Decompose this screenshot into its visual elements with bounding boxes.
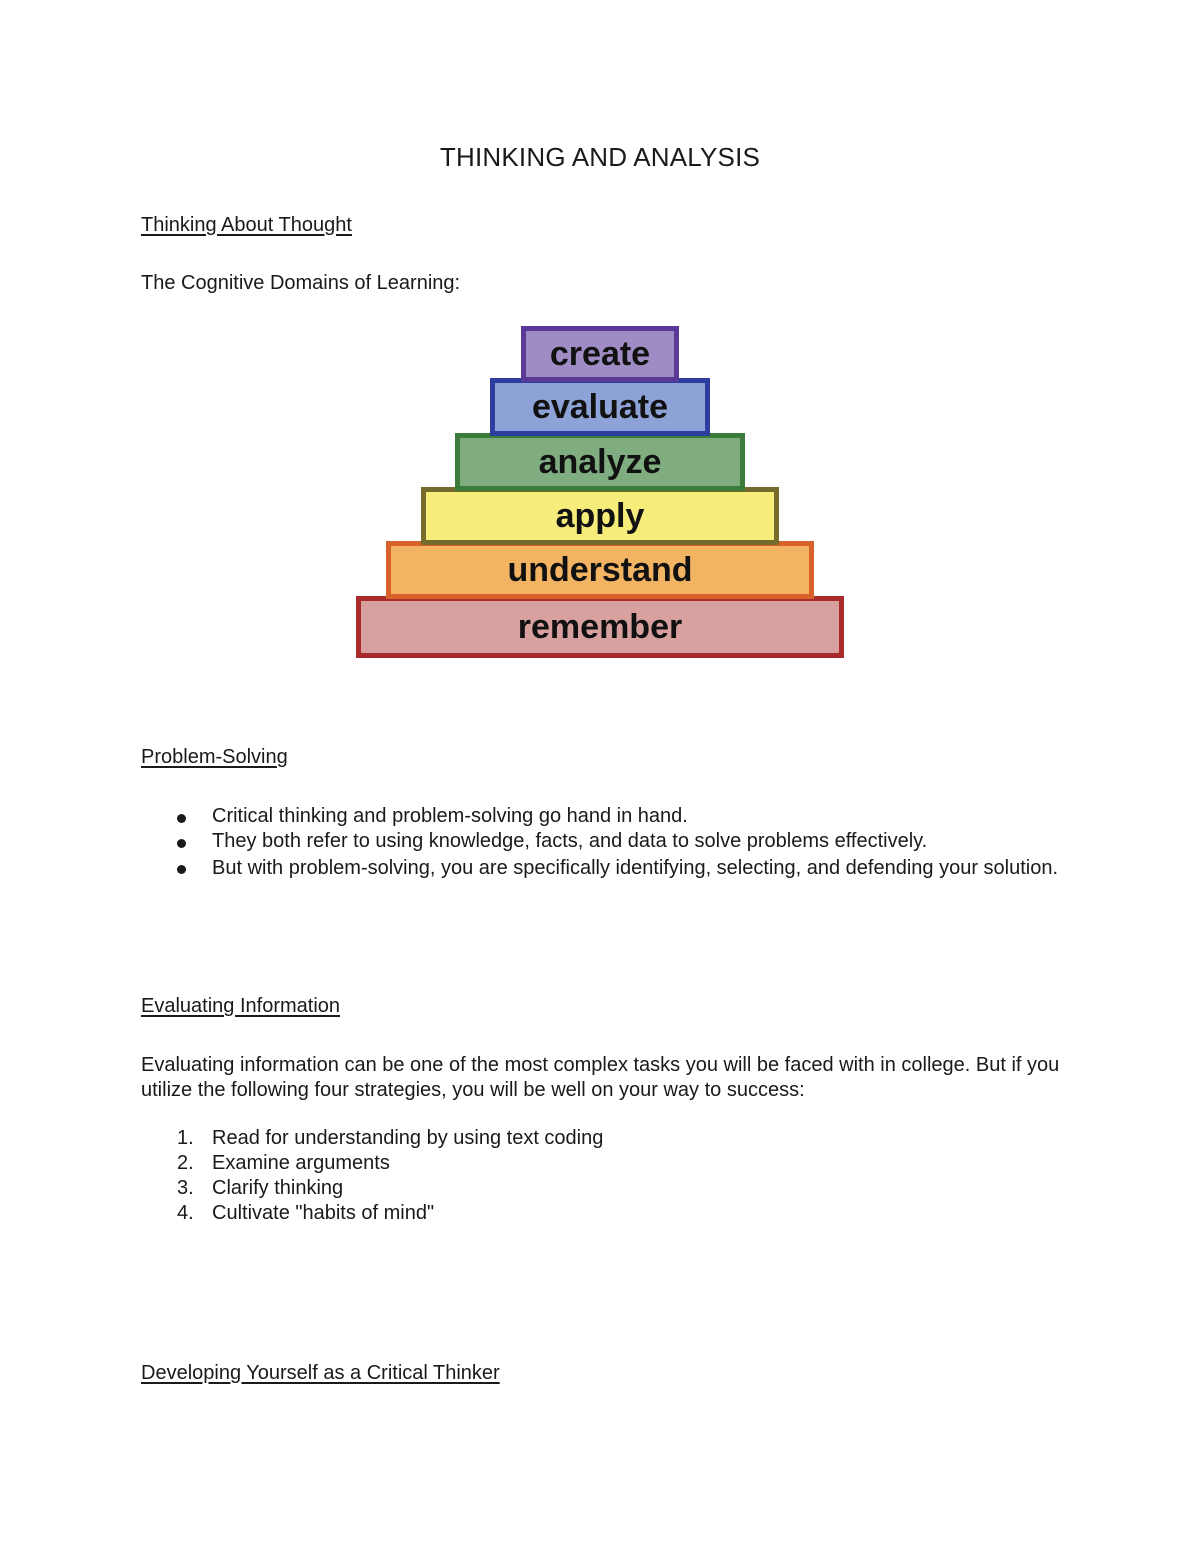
strategies-numbered-list [141, 1126, 1061, 1226]
list-item-text: Read for understanding by using text coding [212, 1127, 604, 1149]
pyramid-tier-create: create [521, 326, 679, 382]
pyramid-tier-evaluate: evaluate [490, 378, 710, 436]
bullet-icon [177, 814, 186, 823]
blooms-taxonomy-pyramid [0, 0, 1200, 700]
section-heading-evaluating-information: Evaluating Information [141, 995, 341, 1017]
bullet-text: They both refer to using knowledge, facts, and data to solve problems effectively. [212, 830, 928, 852]
section-heading-thinking-about-thought: Thinking About Thought [141, 214, 352, 236]
section-heading-problem-solving: Problem-Solving [141, 746, 288, 768]
pyramid-tier-apply: apply [421, 487, 779, 545]
list-item-text: Clarify thinking [212, 1177, 344, 1199]
list-item-text: Cultivate "habits of mind" [212, 1202, 435, 1224]
pyramid-tier-understand: understand [386, 541, 814, 599]
page-title: THINKING AND ANALYSIS [439, 142, 761, 172]
list-item [141, 804, 1061, 829]
list-number: 3. [177, 1177, 194, 1199]
list-number: 2. [177, 1152, 194, 1174]
list-item [141, 1151, 1061, 1176]
cognitive-domains-intro: The Cognitive Domains of Learning: [141, 272, 461, 294]
list-item [141, 1126, 1061, 1151]
section-heading-developing-critical-thinker: Developing Yourself as a Critical Thinker [141, 1362, 500, 1384]
pyramid-tier-remember: remember [356, 596, 844, 658]
evaluating-information-paragraph: Evaluating information can be one of the most complex tasks you will be faced with in college. But if you utilize the following four strategies, you will be well on your way to success: [141, 1054, 1060, 1101]
bullet-text: But with problem-solving, you are specifically identifying, selecting, and defending your solution. [212, 857, 1059, 879]
list-number: 1. [177, 1127, 194, 1149]
bullet-text: Critical thinking and problem-solving go hand in hand. [212, 805, 688, 827]
list-item [141, 829, 1061, 854]
pyramid-tier-analyze: analyze [455, 433, 745, 491]
list-number: 4. [177, 1202, 194, 1224]
list-item-text: Examine arguments [212, 1152, 390, 1174]
problem-solving-bullet-list [141, 804, 1061, 882]
list-item [141, 1201, 1061, 1226]
bullet-icon [177, 839, 186, 848]
list-item [141, 1176, 1061, 1201]
list-item [141, 854, 1061, 882]
bullet-icon [177, 865, 186, 874]
